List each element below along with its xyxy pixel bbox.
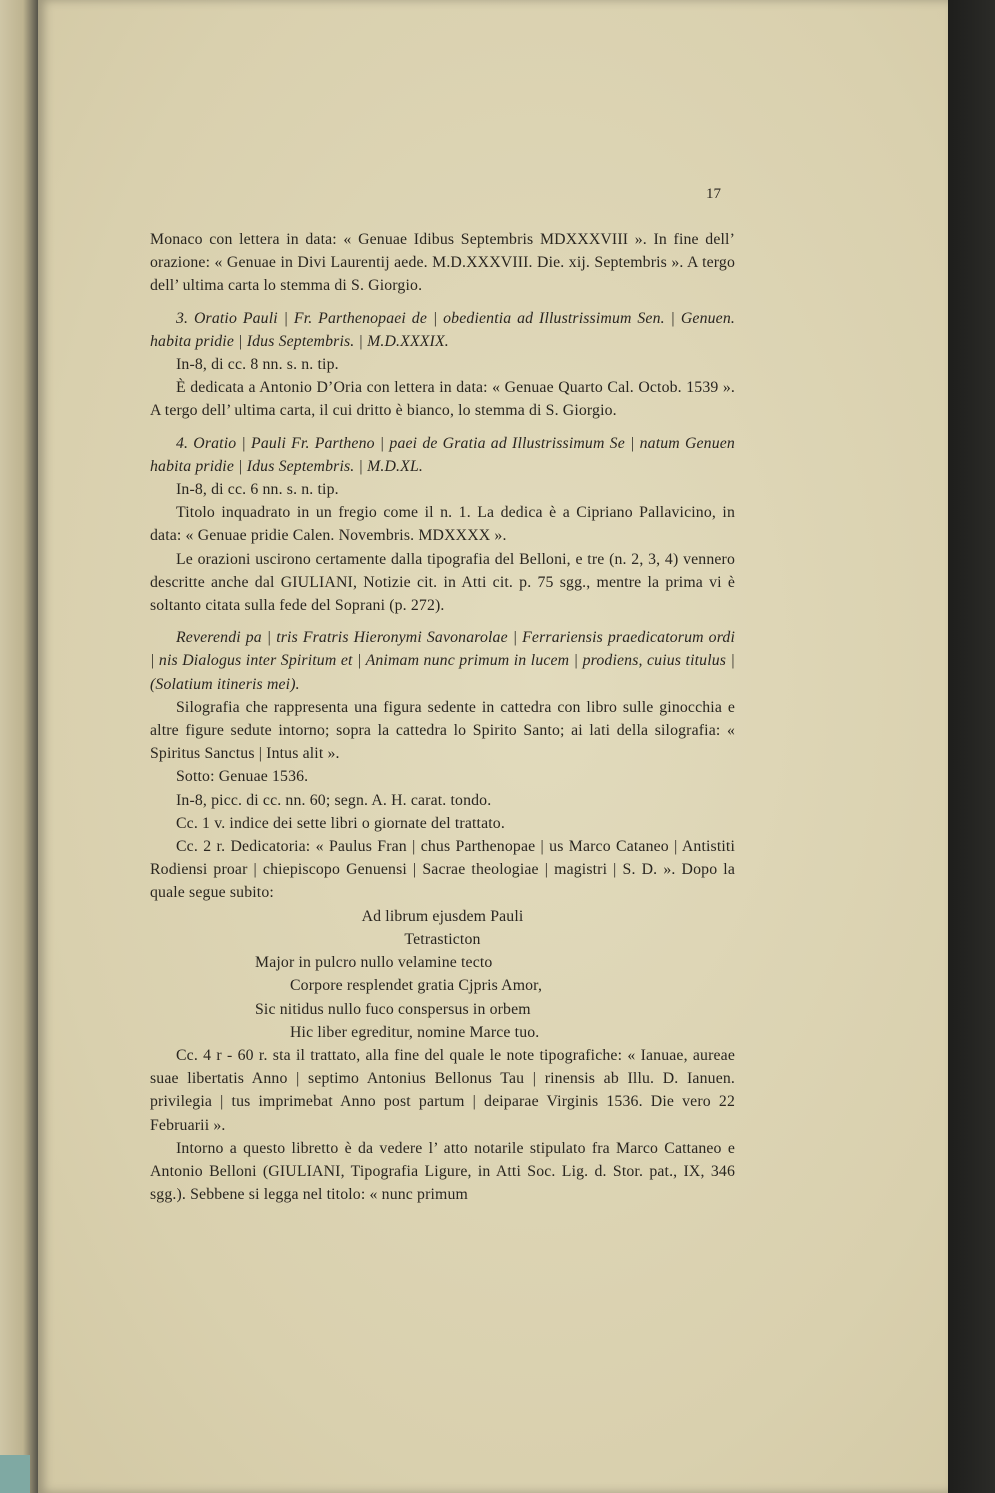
paragraph: Silografia che rappresenta una figura sedente in cattedra con libro sulle ginocchia e altre figure sedute intorno; sopra la cattedra lo Spirito Santo; ai lati della silografia: « Spiritus Sanctus | Intus alit ». [150,698,735,763]
paragraph: È dedicata a Antonio D’Oria con lettera in data: « Genuae Quarto Cal. Octob. 1539 ». A tergo dell’ ultima carta, il cui dritto è bianco, lo stemma di S. Giorgio. [150,379,735,420]
page-number: 17 [706,186,721,202]
paragraph: In-8, di cc. 6 nn. s. n. tip. [176,481,339,499]
entry-title: Reverendi pa | tris Fratris Hieronymi Savonarolae | Ferrariensis praedicatorum ordi | nis Dialogus inter Spiritum et | Animam nunc primum in lucem | prodiens, cuius titulus | (Solatium itineris mei). [150,629,735,693]
verse-line: Corpore resplendet gratia Cjpris Amor, [290,977,543,995]
verse-line: Sic nitidus nullo fuco conspersus in orbem [255,1000,531,1018]
paragraph: In-8, picc. di cc. nn. 60; segn. A. H. carat. tondo. [176,791,492,809]
verse-line: Hic liber egreditur, nomine Marce tuo. [290,1023,540,1041]
entry-title: 3. Oratio Pauli | Fr. Parthenopaei de | obedientia ad Illustrissimum Sen. | Genuen. habita pridie | Idus Septembris. | M.D.XXXIX. [150,309,735,350]
entry-title: 4. Oratio | Pauli Fr. Partheno | paei de Gratia ad Illustrissimum Se | natum Genuen habita pridie | Idus Septembris. | M.D.XL. [150,434,735,475]
paragraph: Cc. 1 v. indice dei sette libri o giornate del trattato. [176,814,505,832]
paragraph: Intorno a questo libretto è da vedere l’ atto notarile stipulato fra Marco Cattaneo e Antonio Belloni (GIULIANI, Tipografia Ligure, in Atti Soc. Lig. d. Stor. pat., IX, 346 sgg.). Sebbene si legga nel titolo: « nunc primum [150,1139,735,1204]
page-text [150,228,735,1206]
paragraph: Cc. 2 r. Dedicatoria: « Paulus Fran | chus Parthenopae | us Marco Cataneo | Antistiti Rodiensi proar | chiepiscopo Genuensi | Sacrae theologiae | magistri | S. D. ». Dopo la quale segue subito: [150,838,735,902]
paragraph: Cc. 4 r - 60 r. sta il trattato, alla fine del quale le note tipografiche: « Ianuae, aureae suae libertatis Anno | septimo Antonius Bellonus Tau | rinensis ab Illu. D. Ianuen. privilegia | tus imprimebat Anno post partum | deiparae Virginis 1536. Die vero 22 Februarii ». [150,1046,735,1134]
paragraph: Titolo inquadrato in un fregio come il n. 1. La dedica è a Cipriano Pallavicino, in data: « Genuae pridie Calen. Novembris. MDXXXX ». [150,504,735,545]
binding-edge [0,1455,30,1493]
verse-heading: Ad librum ejusdem Pauli [361,907,524,925]
paragraph: Le orazioni uscirono certamente dalla tipografia del Belloni, e tre (n. 2, 3, 4) vennero descritte anche dal GIULIANI, Notizie cit. in Atti cit. p. 75 sgg., mentre la prima vi è soltanto citata sulla fede del Soprani (p. 272). [150,550,735,615]
paragraph: Monaco con lettera in data: « Genuae Idibus Septembris MDXXXVIII ». In fine dell’ orazione: « Genuae in Divi Laurentij aede. M.D.XXXVIII. Die. xij. Septembris ». A tergo dell’ ultima carta lo stemma di S. Giorgio. [150,231,735,295]
book-spine [0,0,42,1493]
paragraph: In-8, di cc. 8 nn. s. n. tip. [176,356,339,374]
scan-background [948,0,995,1493]
verse-line: Major in pulcro nullo velamine tecto [255,954,493,972]
verse-heading: Tetrasticton [404,930,481,948]
paragraph: Sotto: Genuae 1536. [176,768,309,786]
